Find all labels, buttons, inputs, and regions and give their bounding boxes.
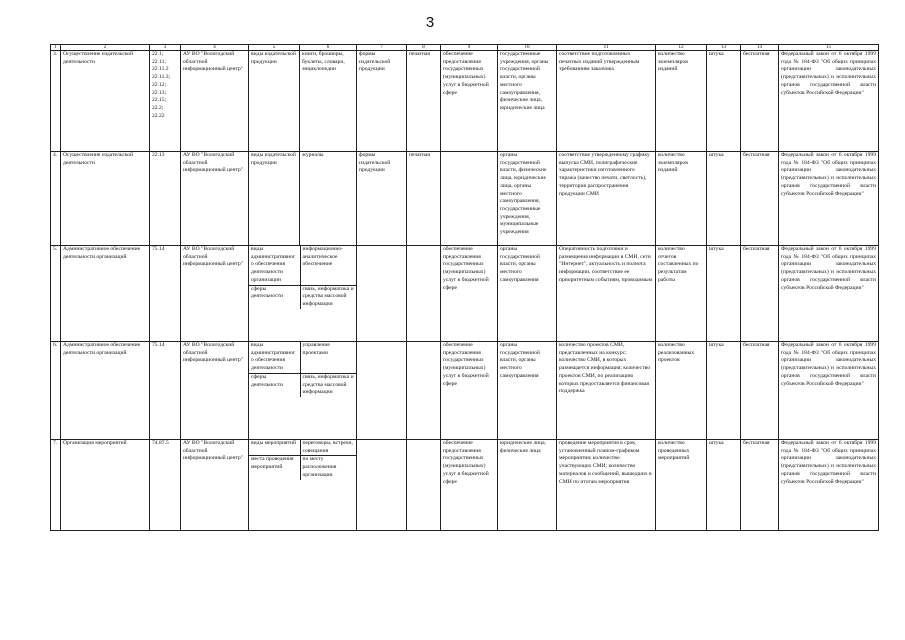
- okved-code: 22.13;: [152, 89, 167, 96]
- okved-code: 22.11.2: [152, 66, 169, 73]
- okved-code: 22.12;: [152, 81, 167, 88]
- institution-name: АУ ВО "Вологодский областной информационный центр": [181, 440, 249, 531]
- payment-type: бесплатная: [741, 440, 779, 531]
- page-number: 3: [425, 14, 435, 31]
- column-number: 7: [357, 45, 407, 51]
- column-number: 8: [407, 45, 441, 51]
- column-number: 2: [61, 45, 150, 51]
- volume-indicator: количество экземпляров изданий: [656, 51, 707, 152]
- activity-name: Административное обеспечение деятельности организаций: [61, 342, 150, 440]
- okved-codes: [150, 152, 181, 246]
- institution-name: АУ ВО "Вологодский областной информационный центр": [181, 51, 249, 152]
- quality-indicators: проведение мероприятия в срок, установленный планом-графиком мероприятия; количество участвующих СМИ; количество материалов и сообщений, вышедших в СМИ по итогам мероприятия: [557, 440, 656, 531]
- activity-purpose: обеспечение предоставления государственных (муниципальных) услуг в бюджетной сфере: [441, 342, 498, 440]
- criterion-form: формы издательской продукции: [357, 51, 407, 152]
- criterion-form-value: печатная: [407, 51, 441, 152]
- okved-code: 22.15;: [152, 97, 167, 104]
- legal-basis: Федеральный закон от 6 октября 1999 года № 184-ФЗ "Об общих принципах организации законодательных (представительных) и исполнительных органов государственной власти субъектов Российской Федерации": [779, 440, 879, 531]
- criterion-type: виды издательской продукции: [249, 51, 300, 152]
- criterion-type: виды мероприятий: [249, 440, 300, 456]
- criterion-value: книги, брошюры, буклеты, словари, энциклопедии: [300, 51, 357, 152]
- consumer-category: юридические лица, физические лица: [498, 440, 557, 531]
- unit-of-measure: штука: [707, 342, 741, 440]
- criterion-type: виды административного обеспечения деятельности организации: [249, 246, 300, 285]
- row-number: 6.: [51, 342, 61, 440]
- column-number: 3: [150, 45, 181, 51]
- column-number: 14: [741, 45, 779, 51]
- sub-criteria-row: [249, 440, 357, 456]
- table-row: [51, 152, 879, 246]
- column-number: 11: [557, 45, 656, 51]
- sub-criteria: [249, 246, 357, 342]
- criterion-value: информационно-аналитическое обеспечение: [300, 246, 357, 285]
- consumer-category: органы государственной власти, органы местного самоуправления: [498, 342, 557, 440]
- table-row: [51, 51, 879, 152]
- row-number: 3.: [51, 51, 61, 152]
- okved-code: 22.2;: [152, 104, 164, 111]
- okved-codes: [150, 440, 181, 531]
- column-number: 5: [249, 45, 300, 51]
- criterion-form: формы издательской продукции: [357, 152, 407, 246]
- okved-code: 22.11.3;: [152, 74, 171, 81]
- criterion-value: переговоры, встречи, совещания: [300, 440, 357, 456]
- legal-basis: Федеральный закон от 6 октября 1999 года № 184-ФЗ "Об общих принципах организации законодательных (представительных) и исполнительных органов государственной власти субъектов Российской Федерации": [779, 51, 879, 152]
- activity-name: Осуществление издательской деятельности: [61, 152, 150, 246]
- criterion-form-value: [407, 246, 441, 342]
- table-row: [51, 246, 879, 342]
- volume-indicator: количество проведенных мероприятий: [656, 440, 707, 531]
- payment-type: бесплатная: [741, 342, 779, 440]
- criterion-form-value: [407, 440, 441, 531]
- column-number: 6: [300, 45, 357, 51]
- table-row: [51, 440, 879, 531]
- criterion-form: [357, 342, 407, 440]
- payment-type: бесплатная: [741, 51, 779, 152]
- legal-basis: Федеральный закон от 6 октября 1999 года № 184-ФЗ "Об общих принципах организации законодательных (представительных) и исполнительных органов государственной власти субъектов Российской Федерации": [779, 152, 879, 246]
- sub-criteria-row: [249, 285, 357, 309]
- okved-code: 74.87.5: [152, 440, 169, 446]
- criterion-value: управление проектами: [300, 342, 357, 373]
- volume-indicator: количество отчетов составленных по результатам работы: [656, 246, 707, 342]
- activity-purpose: [441, 152, 498, 246]
- activity-purpose: обеспечение предоставления государственных (муниципальных) услуг в бюджетной сфере: [441, 246, 498, 342]
- sub-criteria-row: [249, 246, 357, 285]
- activity-purpose: обеспечение предоставления государственных (муниципальных) услуг в бюджетной сфере: [441, 51, 498, 152]
- quality-indicators: соответствие утвержденному графику выпуска СМИ, полиграфические характеристики изготовленного тиража (качество печати, светлость), территория распространения продукции СМИ: [557, 152, 656, 246]
- okved-code: 22.22: [152, 112, 165, 119]
- criterion-type: места проведения мероприятий: [249, 456, 300, 480]
- okved-codes: [150, 51, 181, 152]
- column-number: 9: [441, 45, 498, 51]
- criterion-type: виды административного обеспечения деятельности: [249, 342, 300, 373]
- registry-table: [50, 44, 879, 531]
- row-number: 4.: [51, 152, 61, 246]
- activity-purpose: обеспечение предоставления государственных (муниципальных) услуг в бюджетной сфере: [441, 440, 498, 531]
- criterion-type: сферы деятельности: [249, 373, 300, 397]
- column-number: 13: [707, 45, 741, 51]
- criterion-form: [357, 440, 407, 531]
- criterion-value: связь, информатика и средства массовой информации: [302, 373, 354, 396]
- quality-indicators: Оперативность подготовки и размещения информации в СМИ, сети "Интернет", актуальность и полнота информации, соответствие ее приоритетным событиям, проводимым: [557, 246, 656, 342]
- activity-name: Организация мероприятий: [61, 440, 150, 531]
- legal-basis: Федеральный закон от 6 октября 1999 года № 184-ФЗ "Об общих принципах организации законодательных (представительных) и исполнительных органов государственной власти субъектов Российской Федерации": [779, 246, 879, 342]
- quality-indicators: количество проектов СМИ, представленных на конкурс; количество СМИ, в которых размещается информация; количество проектов СМИ, по реализацию которых предоставляется финансовая поддержка: [557, 342, 656, 440]
- okved-code: 75.14: [152, 246, 165, 252]
- volume-indicator: количество реализованных проектов: [656, 342, 707, 440]
- column-number: 15: [779, 45, 879, 51]
- column-number: 1: [51, 45, 61, 51]
- unit-of-measure: штука: [707, 51, 741, 152]
- quality-indicators: соответствие подготовленных печатных изданий утвержденным требованиям заказчика: [557, 51, 656, 152]
- payment-type: бесплатная: [741, 152, 779, 246]
- sub-criteria: [249, 342, 357, 440]
- okved-code: 22.1;: [152, 51, 164, 57]
- criterion-form-value: печатная: [407, 152, 441, 246]
- sub-criteria-row: [249, 456, 357, 480]
- activity-name: Осуществление издательской деятельности: [61, 51, 150, 152]
- column-number: 10: [498, 45, 557, 51]
- row-number: 5.: [51, 246, 61, 342]
- criterion-value: связь, информатика и средства массовой информации: [302, 285, 354, 307]
- consumer-category: государственные учреждения, органы государственной власти, органы местного самоуправления, физические лица, юридические лица: [498, 51, 557, 152]
- unit-of-measure: штука: [707, 246, 741, 342]
- column-number: 12: [656, 45, 707, 51]
- consumer-category: органы государственной власти, физические лица, юридические лица, органы местного самоуправления, государственные учреждения, муниципальные учреждения: [498, 152, 557, 246]
- column-number: 4: [181, 45, 249, 51]
- criterion-type: виды издательской продукции: [249, 152, 300, 246]
- consumer-category: органы государственной власти, органы местного самоуправления: [498, 246, 557, 342]
- volume-indicator: количество экземпляров изданий: [656, 152, 707, 246]
- okved-code: 22.13: [152, 152, 165, 158]
- okved-codes: [150, 342, 181, 440]
- payment-type: бесплатная: [741, 246, 779, 342]
- criterion-value: журналы: [300, 152, 357, 246]
- criterion-type: сферы деятельности: [249, 285, 300, 309]
- sub-criteria-row: [249, 342, 357, 373]
- table-row: [51, 342, 879, 440]
- criterion-form-value: [407, 342, 441, 440]
- criterion-form: [357, 246, 407, 342]
- sub-criteria-row: [249, 373, 357, 397]
- institution-name: АУ ВО "Вологодский областной информационный центр": [181, 342, 249, 440]
- institution-name: АУ ВО "Вологодский областной информационный центр": [181, 152, 249, 246]
- row-number: 7.: [51, 440, 61, 531]
- activity-name: Административное обеспечение деятельности организаций: [61, 246, 150, 342]
- criterion-value: по месту расположения организации: [302, 456, 337, 478]
- okved-code: 75.14: [152, 342, 165, 348]
- institution-name: АУ ВО "Вологодский областной информационный центр": [181, 246, 249, 342]
- legal-basis: Федеральный закон от 6 октября 1999 года № 184-ФЗ "Об общих принципах организации законодательных (представительных) и исполнительных органов государственной власти субъектов Российской Федерации": [779, 342, 879, 440]
- unit-of-measure: штука: [707, 152, 741, 246]
- okved-code: 22.11;: [152, 58, 166, 65]
- unit-of-measure: штука: [707, 440, 741, 531]
- sub-criteria: [249, 440, 357, 531]
- okved-codes: [150, 246, 181, 342]
